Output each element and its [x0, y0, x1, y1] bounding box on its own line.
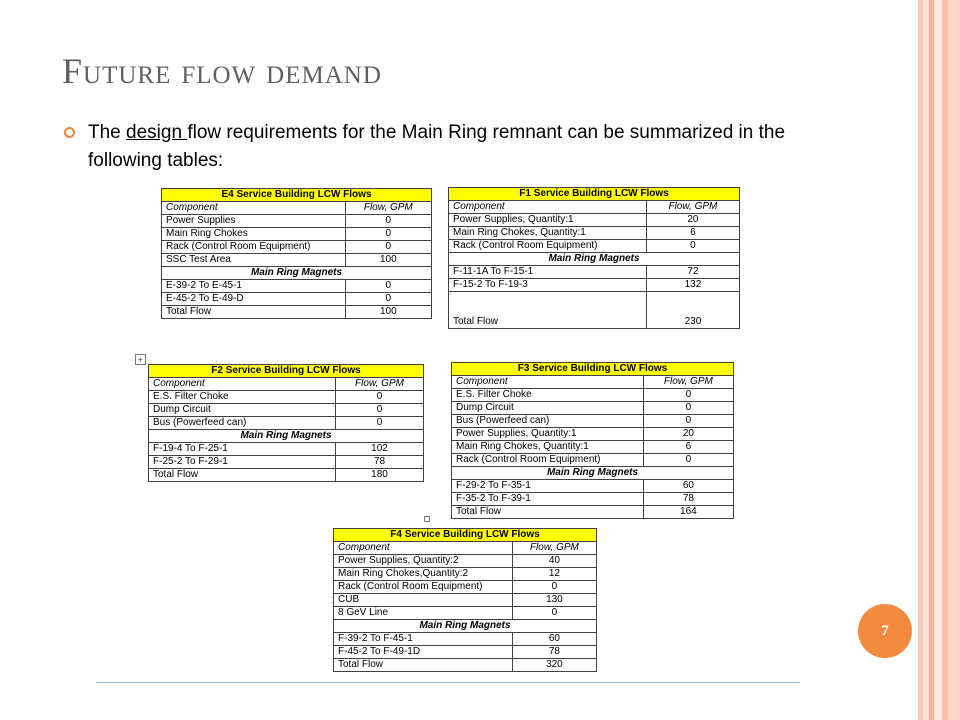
table-row	[452, 480, 734, 493]
f2-flow-table	[148, 364, 424, 482]
table-row	[334, 581, 597, 594]
component-cell: Rack (Control Room Equipment)	[162, 241, 346, 254]
column-header-component: Component	[449, 201, 647, 214]
column-header-component: Component	[334, 542, 513, 555]
bullet-icon	[64, 127, 75, 138]
component-cell: Dump Circuit	[452, 402, 644, 415]
flow-cell: 0	[345, 215, 431, 228]
f3-flow-table	[451, 362, 734, 519]
flow-cell: 78	[512, 646, 596, 659]
component-cell: F-35-2 To F-39-1	[452, 493, 644, 506]
component-cell: F-45-2 To F-49-1D	[334, 646, 513, 659]
table-row	[162, 293, 432, 306]
component-cell: E-45-2 To E-49-D	[162, 293, 346, 306]
total-label: Total Flow	[334, 659, 513, 672]
flow-cell: 130	[512, 594, 596, 607]
flow-cell: 0	[512, 607, 596, 620]
component-cell: F-15-2 To F-19-3	[449, 279, 647, 292]
flow-cell: 0	[336, 417, 424, 430]
total-row	[449, 292, 740, 329]
footer-rule	[96, 682, 800, 683]
table-title-row	[449, 188, 740, 201]
table-row	[449, 227, 740, 240]
component-cell: Dump Circuit	[149, 404, 336, 417]
flow-cell: 0	[336, 404, 424, 417]
flow-cell: 72	[646, 266, 739, 279]
component-cell: Bus (Powerfeed can)	[149, 417, 336, 430]
table-title: F2 Service Building LCW Flows	[149, 365, 424, 378]
table-row	[149, 417, 424, 430]
total-value: 164	[643, 506, 733, 519]
flow-cell: 132	[646, 279, 739, 292]
flow-cell: 60	[512, 633, 596, 646]
table-row	[162, 241, 432, 254]
flow-cell: 100	[345, 254, 431, 267]
table-title: F4 Service Building LCW Flows	[334, 529, 597, 542]
flow-cell: 20	[646, 214, 739, 227]
component-cell: SSC Test Area	[162, 254, 346, 267]
flow-cell: 102	[336, 443, 424, 456]
flow-cell: 78	[643, 493, 733, 506]
column-header-flow: Flow, GPM	[336, 378, 424, 391]
total-row	[149, 469, 424, 482]
flow-cell: 78	[336, 456, 424, 469]
section-row	[162, 267, 432, 280]
table-title: F1 Service Building LCW Flows	[449, 188, 740, 201]
table-row	[162, 254, 432, 267]
table-header-row	[449, 201, 740, 214]
page-number-badge: 7	[858, 604, 912, 658]
table-title: E4 Service Building LCW Flows	[162, 189, 432, 202]
total-row	[334, 659, 597, 672]
flow-cell: 0	[345, 241, 431, 254]
f1-flow-table	[448, 187, 740, 329]
table-row	[334, 555, 597, 568]
total-value: 230	[646, 292, 739, 329]
table-title: F3 Service Building LCW Flows	[452, 363, 734, 376]
decorative-stripe	[934, 0, 942, 720]
flow-cell: 0	[643, 454, 733, 467]
component-cell: 8 GeV Line	[334, 607, 513, 620]
table-row	[149, 456, 424, 469]
table-row	[149, 391, 424, 404]
table-title-row	[162, 189, 432, 202]
table-row	[334, 646, 597, 659]
component-cell: Main Ring Chokes, Quantity:1	[452, 441, 644, 454]
table-title-row	[452, 363, 734, 376]
section-row	[334, 620, 597, 633]
table-resize-handle[interactable]	[424, 516, 430, 522]
column-header-component: Component	[162, 202, 346, 215]
flow-cell: 0	[643, 389, 733, 402]
table-row	[452, 402, 734, 415]
table-row	[449, 240, 740, 253]
component-cell: Power Supplies, Quantity:1	[449, 214, 647, 227]
flow-cell: 12	[512, 568, 596, 581]
component-cell: E.S. Filter Choke	[149, 391, 336, 404]
section-heading: Main Ring Magnets	[449, 253, 740, 266]
column-header-flow: Flow, GPM	[646, 201, 739, 214]
table-row	[452, 428, 734, 441]
table-row	[334, 633, 597, 646]
component-cell: F-39-2 To F-45-1	[334, 633, 513, 646]
flow-cell: 60	[643, 480, 733, 493]
bullet-text-underlined: design	[126, 122, 188, 143]
table-row	[452, 454, 734, 467]
total-value: 180	[336, 469, 424, 482]
component-cell: F-29-2 To F-35-1	[452, 480, 644, 493]
total-row	[162, 306, 432, 319]
component-cell: Power Supplies	[162, 215, 346, 228]
component-cell: F-11-1A To F-15-1	[449, 266, 647, 279]
bullet-text	[88, 119, 808, 175]
component-cell: Rack (Control Room Equipment)	[334, 581, 513, 594]
section-row	[149, 430, 424, 443]
column-header-flow: Flow, GPM	[345, 202, 431, 215]
table-header-row	[162, 202, 432, 215]
bullet-text-end: flow requirements for the Main Ring remnant can be summarized in the following tables:	[88, 122, 786, 171]
column-header-component: Component	[452, 376, 644, 389]
e4-flow-table	[161, 188, 432, 319]
total-label: Total Flow	[449, 292, 647, 329]
decorative-stripe	[948, 0, 960, 720]
f4-flow-table	[333, 528, 597, 672]
table-title-row	[149, 365, 424, 378]
flow-cell: 6	[643, 441, 733, 454]
component-cell: CUB	[334, 594, 513, 607]
component-cell: E.S. Filter Choke	[452, 389, 644, 402]
section-heading: Main Ring Magnets	[334, 620, 597, 633]
flow-cell: 0	[512, 581, 596, 594]
table-row	[449, 266, 740, 279]
bullet-text-start: The	[88, 122, 127, 143]
section-row	[449, 253, 740, 266]
table-row	[162, 228, 432, 241]
column-header-component: Component	[149, 378, 336, 391]
flow-cell: 0	[643, 402, 733, 415]
table-row	[452, 415, 734, 428]
table-row	[449, 279, 740, 292]
table-header-row	[334, 542, 597, 555]
table-row	[149, 443, 424, 456]
total-label: Total Flow	[452, 506, 644, 519]
component-cell: Rack (Control Room Equipment)	[449, 240, 647, 253]
table-header-row	[149, 378, 424, 391]
flow-cell: 0	[345, 293, 431, 306]
table-row	[452, 389, 734, 402]
section-heading: Main Ring Magnets	[452, 467, 734, 480]
section-row	[452, 467, 734, 480]
column-header-flow: Flow, GPM	[512, 542, 596, 555]
flow-cell: 0	[646, 240, 739, 253]
table-row	[334, 568, 597, 581]
component-cell: Bus (Powerfeed can)	[452, 415, 644, 428]
flow-cell: 40	[512, 555, 596, 568]
table-row	[334, 607, 597, 620]
flow-cell: 6	[646, 227, 739, 240]
total-value: 100	[345, 306, 431, 319]
component-cell: F-25-2 To F-29-1	[149, 456, 336, 469]
table-row	[162, 215, 432, 228]
table-row	[452, 493, 734, 506]
flow-cell: 0	[345, 228, 431, 241]
flow-cell: 20	[643, 428, 733, 441]
slide-title: Future flow demand	[62, 51, 382, 91]
flow-cell: 0	[345, 280, 431, 293]
table-row	[149, 404, 424, 417]
flow-cell: 0	[336, 391, 424, 404]
table-title-row	[334, 529, 597, 542]
component-cell: Power Supplies, Quantity:1	[452, 428, 644, 441]
column-header-flow: Flow, GPM	[643, 376, 733, 389]
table-row	[449, 214, 740, 227]
total-value: 320	[512, 659, 596, 672]
total-row	[452, 506, 734, 519]
component-cell: Power Supplies, Quantity:2	[334, 555, 513, 568]
component-cell: Main Ring Chokes,Quantity:2	[334, 568, 513, 581]
section-heading: Main Ring Magnets	[162, 267, 432, 280]
table-row	[452, 441, 734, 454]
component-cell: E-39-2 To E-45-1	[162, 280, 346, 293]
total-label: Total Flow	[162, 306, 346, 319]
total-label: Total Flow	[149, 469, 336, 482]
table-move-handle-icon[interactable]: +	[135, 354, 146, 365]
section-heading: Main Ring Magnets	[149, 430, 424, 443]
component-cell: Main Ring Chokes	[162, 228, 346, 241]
table-header-row	[452, 376, 734, 389]
component-cell: F-19-4 To F-25-1	[149, 443, 336, 456]
flow-cell: 0	[643, 415, 733, 428]
component-cell: Main Ring Chokes, Quantity:1	[449, 227, 647, 240]
table-row	[162, 280, 432, 293]
table-row	[334, 594, 597, 607]
component-cell: Rack (Control Room Equipment)	[452, 454, 644, 467]
